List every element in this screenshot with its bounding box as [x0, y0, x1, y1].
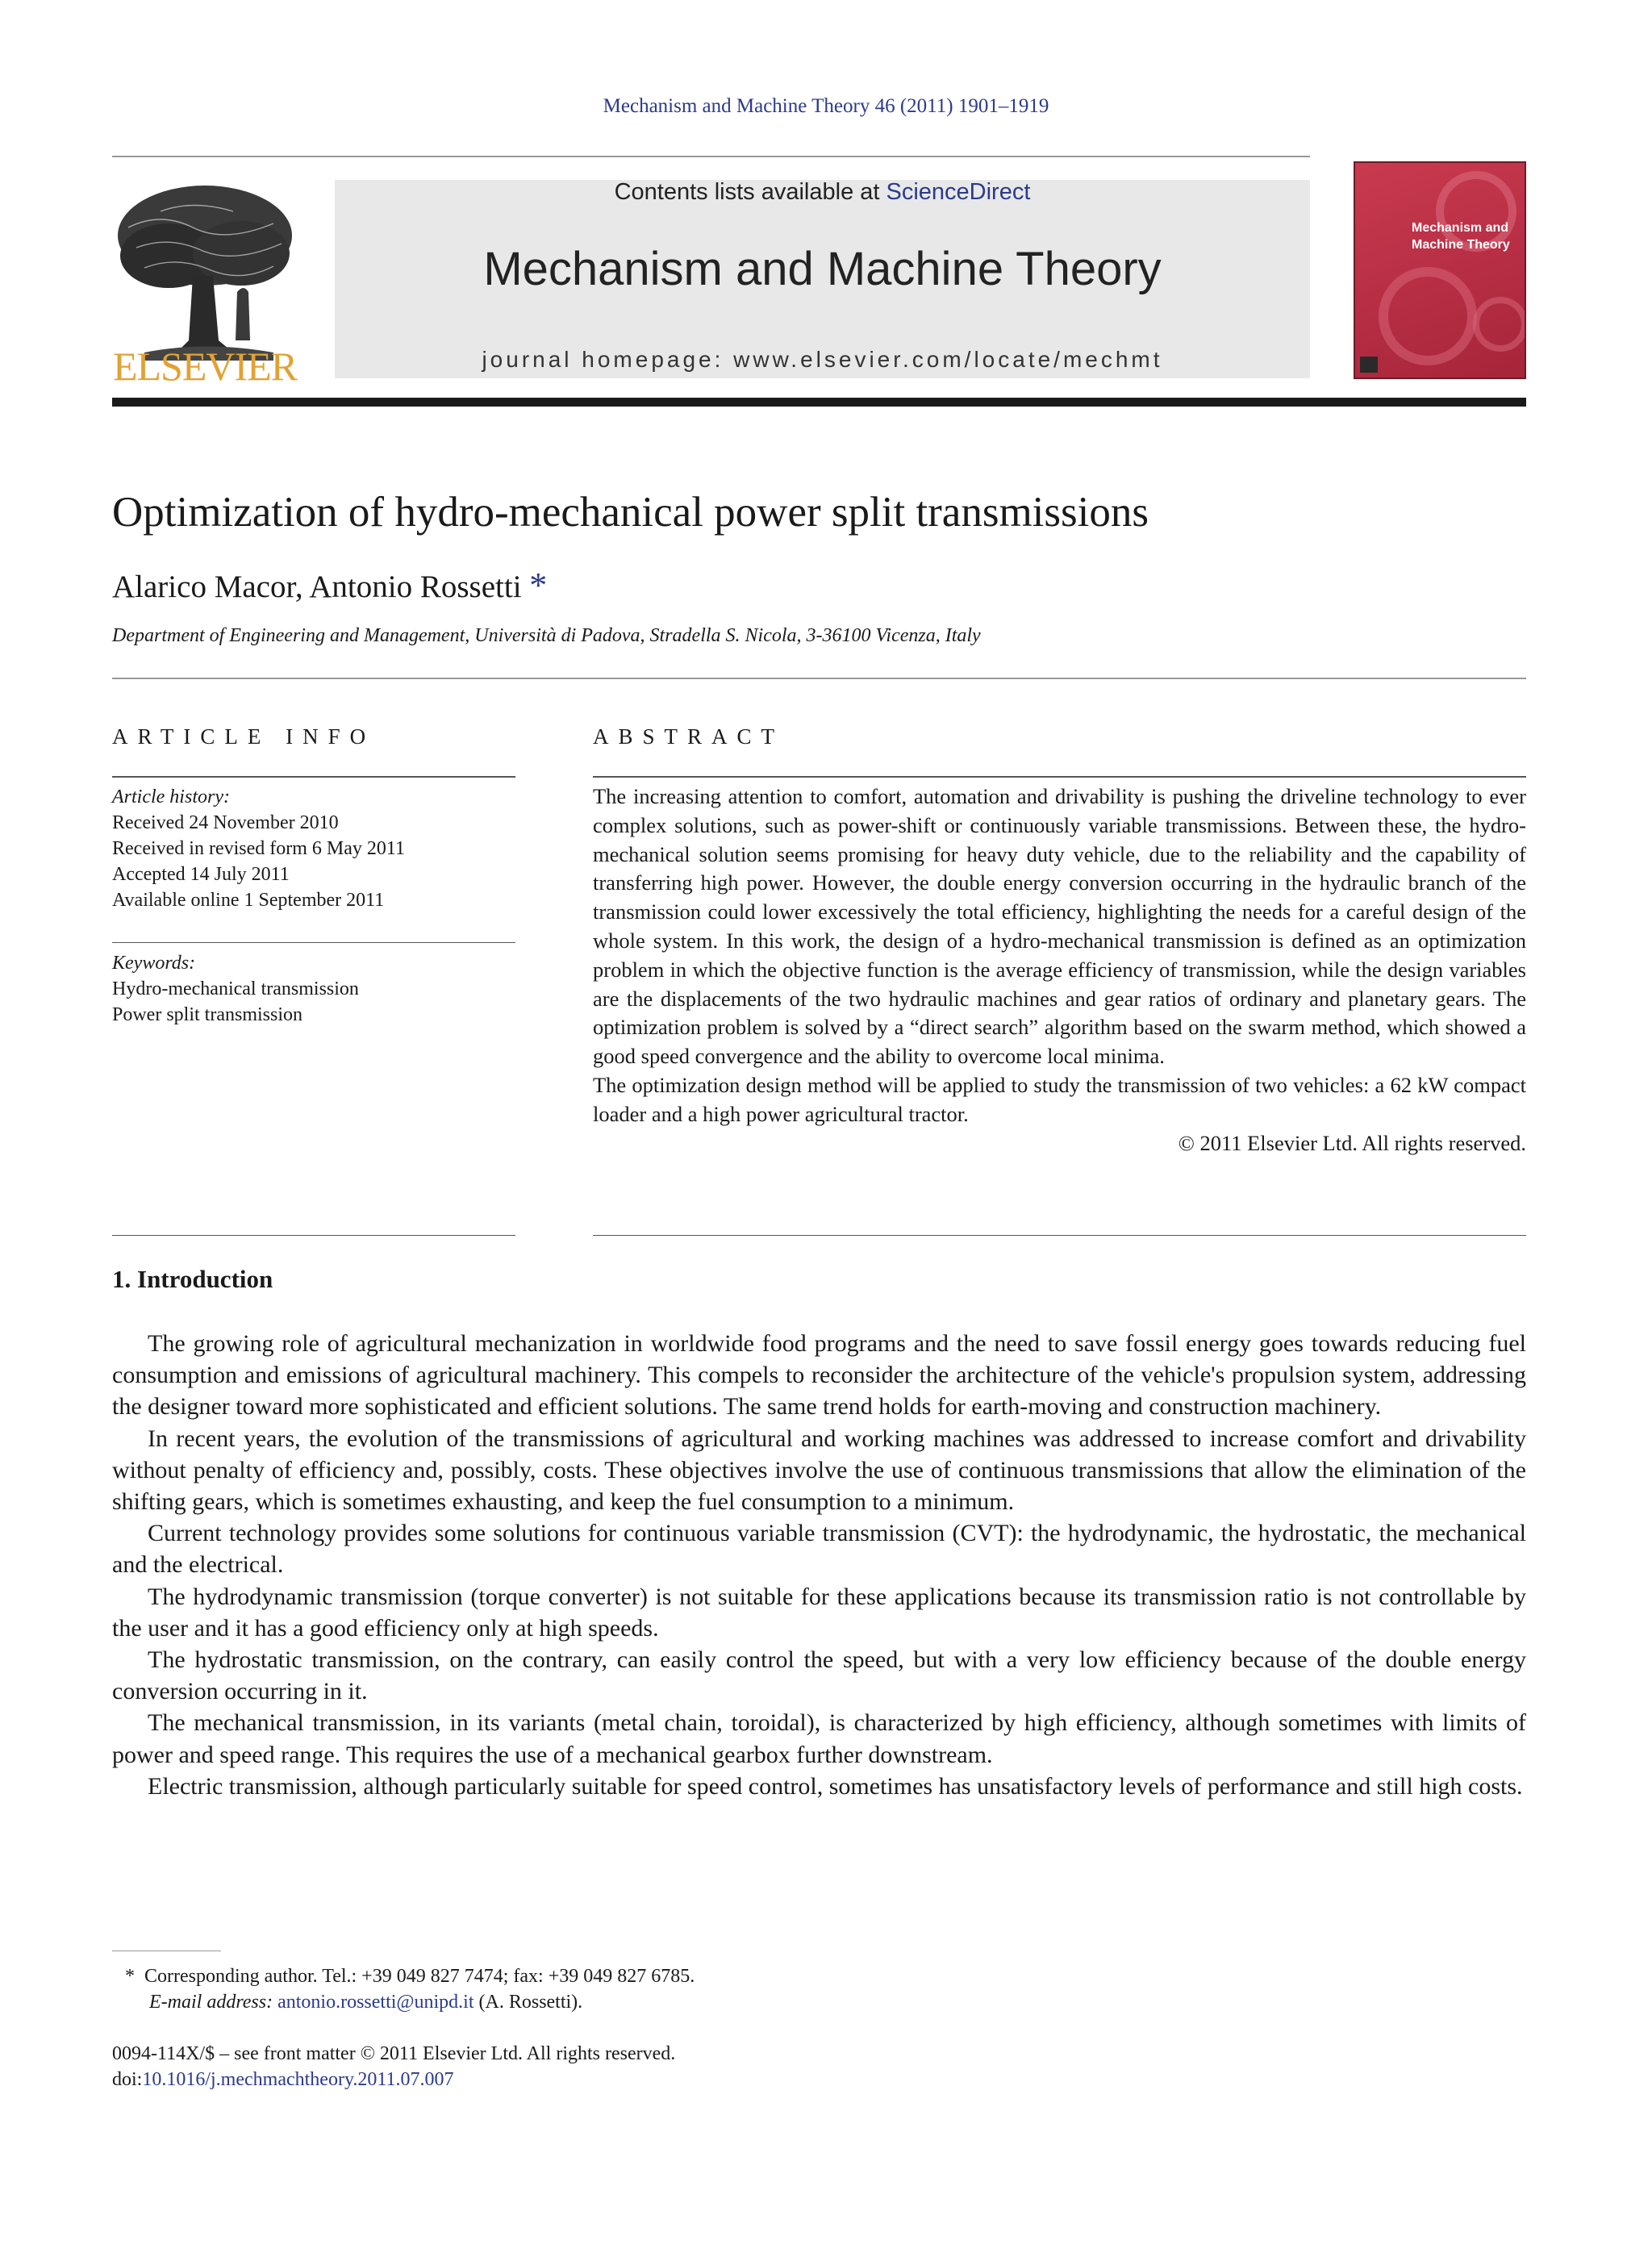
body-paragraph: Current technology provides some solutions for continuous variable transmission (CVT): the hydrodynamic, the hydrostatic, the mechanical and the electrical.	[112, 1520, 1526, 1579]
journal-title: Mechanism and Machine Theory	[483, 243, 1162, 295]
article-history	[112, 784, 515, 913]
abstract-heading: ABSTRACT	[593, 724, 785, 749]
footnote-line	[125, 1963, 1496, 1989]
front-matter	[112, 2041, 675, 2092]
issn-line: 0094-114X/$ – see front matter © 2011 Elsevier Ltd. All rights reserved.	[112, 2043, 676, 2064]
header-rule	[112, 156, 1310, 157]
abstract-copyright: © 2011 Elsevier Ltd. All rights reserved.	[1178, 1130, 1526, 1155]
affiliation: Department of Engineering and Management, Università di Padova, Stradella S. Nicola, 3-36100 Vicenza, Italy	[112, 625, 981, 646]
author-list	[112, 565, 547, 606]
contents-prefix: Contents lists available at	[614, 179, 886, 205]
abstract-bottom-rule	[593, 1235, 1526, 1236]
authors: Alarico Macor, Antonio Rossetti	[112, 570, 522, 604]
article-info-heading: ARTICLE INFO	[112, 724, 376, 749]
history-online: Available online 1 September 2011	[112, 890, 385, 911]
history-revised: Received in revised form 6 May 2011	[112, 838, 406, 859]
email-suffix: (A. Rossetti).	[473, 1992, 583, 2013]
footnote-text: Corresponding author. Tel.: +39 049 827 7474; fax: +39 049 827 6785.	[144, 1966, 695, 1987]
footnote-mark: *	[125, 1966, 135, 1987]
doi-link[interactable]: 10.1016/j.mechmachtheory.2011.07.007	[142, 2069, 454, 2090]
journal-cover-image	[1354, 161, 1526, 379]
corresponding-author-link[interactable]: *	[529, 565, 548, 605]
abstract-body	[593, 782, 1526, 1158]
footnote	[125, 1963, 1496, 2015]
body-paragraph: The mechanical transmission, in its variants (metal chain, toroidal), is characterized by high efficiency, although sometimes with limits of power and speed range. This requires the use of a mechanical gearbox further downstream.	[112, 1709, 1526, 1768]
email-link[interactable]: antonio.rossetti@unipd.it	[277, 1992, 474, 2013]
contents-line	[335, 179, 1310, 206]
body-paragraph: In recent years, the evolution of the transmissions of agricultural and working machines was addressed to increase comfort and drivability without penalty of efficiency and, possibly, costs. These objectives involve the use of continuous transmissions that allow the elimination of the shifting gears, which is sometimes exhausting, and keep the fuel consumption to a minimum.	[112, 1425, 1526, 1516]
journal-homepage-link[interactable]: journal homepage: www.elsevier.com/locate/mechmt	[482, 347, 1163, 372]
affiliation-rule	[112, 678, 1526, 679]
paper-title: Optimization of hydro-mechanical power split transmissions	[112, 489, 1149, 536]
elsevier-logo: ELSEVIER	[112, 344, 298, 389]
keywords-rule	[112, 942, 515, 943]
article-info-bottom-rule	[112, 1235, 515, 1236]
sciencedirect-link[interactable]: ScienceDirect	[886, 179, 1031, 205]
section-heading-introduction: 1. Introduction	[112, 1265, 273, 1293]
doi-line	[112, 2067, 675, 2092]
history-accepted: Accepted 14 July 2011	[112, 864, 290, 885]
abstract-paragraph: The optimization design method will be applied to study the transmission of two vehicles: a 62 kW compact loader and a high power agricultural tractor.	[593, 1072, 1526, 1126]
keyword-item: Hydro-mechanical transmission	[112, 978, 359, 999]
body-paragraph: The growing role of agricultural mechanization in worldwide food programs and the need to save fossil energy goes towards reducing fuel consumption and emissions of agricultural machinery. This compels to reconsider the architecture of the vehicle's propulsion system, addressing the designer toward more sophisticated and efficient solutions. The same trend holds for earth-moving and construction machinery.	[112, 1330, 1526, 1421]
history-received: Received 24 November 2010	[112, 812, 339, 833]
abstract-rule	[593, 776, 1526, 778]
history-label: Article history:	[112, 786, 230, 807]
doi-prefix: doi:	[112, 2069, 143, 2090]
gear-pattern-icon	[1355, 163, 1526, 379]
body-paragraph: The hydrostatic transmission, on the contrary, can easily control the speed, but with a very low efficiency because of the double energy conversion occurring in it.	[112, 1646, 1526, 1705]
footnote-email-line	[125, 1989, 1496, 2015]
keywords	[112, 950, 515, 1028]
introduction-body	[112, 1328, 1526, 1802]
journal-reference[interactable]: Mechanism and Machine Theory 46 (2011) 1901–1919	[603, 95, 1049, 117]
header-thick-rule	[112, 398, 1526, 407]
keywords-label: Keywords:	[112, 953, 196, 974]
email-label: E-mail address:	[149, 1992, 278, 2013]
abstract-paragraph: The increasing attention to comfort, automation and drivability is pushing the driveline technology to ever complex solutions, such as power-shift or continuously variable transmissions. Between these, the hydro-mechanical solution seems promising for heavy duty vehicle, due to the reliability and the capability of transferring high power. However, the double energy conversion occurring in the hydraulic branch of the transmission could lower excessively the total efficiency, highlighting the needs for a careful design of the whole system. In this work, the design of a hydro-mechanical transmission is defined as an optimization problem in which the objective function is the average efficiency of transmission, while the design variables are the displacements of the two hydraulic machines and gear ratios of ordinary and planetary gears. The optimization problem is solved by a “direct search” algorithm based on the swarm method, which showed a good speed convergence and the ability to overcome local minima.	[593, 784, 1526, 1069]
article-info-rule	[112, 776, 515, 778]
keyword-item: Power split transmission	[112, 1004, 303, 1025]
cover-title: Mechanism and Machine Theory	[1412, 221, 1510, 252]
body-paragraph: The hydrodynamic transmission (torque converter) is not suitable for these applications because its transmission ratio is not controllable by the user and it has a good efficiency only at high speeds.	[112, 1583, 1526, 1642]
body-paragraph: Electric transmission, although particularly suitable for speed control, sometimes has unsatisfactory levels of performance and still high costs.	[148, 1772, 1523, 1800]
